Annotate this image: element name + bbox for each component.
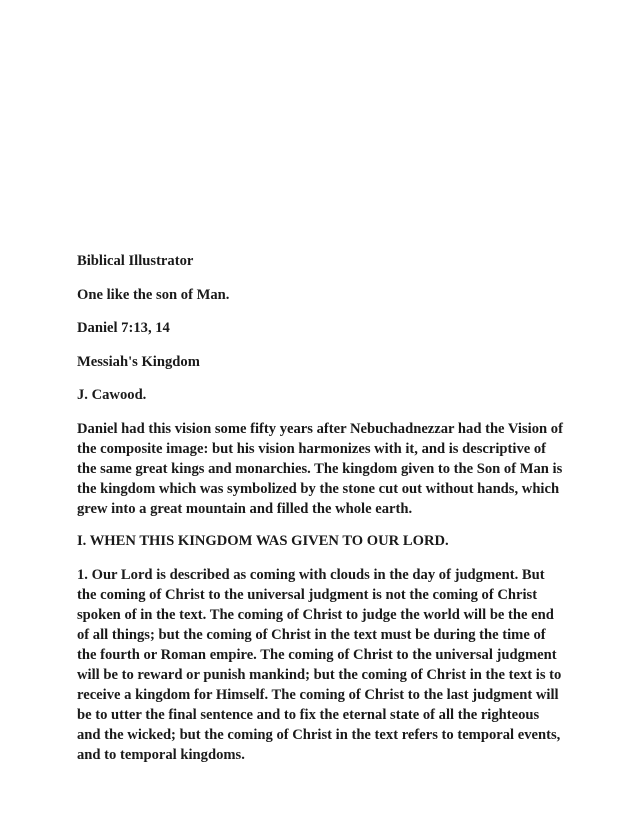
intro-paragraph: Daniel had this vision some fifty years after Nebuchadnezzar had the Vision of the composite image: but his vision harmonizes with it, and is descriptive of the same great kings and monarchies. The kingdom given to the Son of Man is the kingdom which was symbolized by the stone cut out without hands, which grew into a great mountain and filled the whole earth. [77,420,563,517]
text-title: One like the son of Man. [77,286,230,303]
document-body [77,251,577,777]
point-1-paragraph: 1. Our Lord is described as coming with clouds in the day of judgment. But the coming of Christ to the universal judgment is not the coming of Christ spoken of in the text. The coming of Christ to judge the world will be the end of all things; but the coming of Christ in the text must be during the time of the fourth or Roman empire. The coming of Christ to the universal judgment will be to reward or punish mankind; but the coming of Christ in the text is to receive a kingdom for Himself. The coming of Christ to the last judgment will be to utter the final sentence and to fix the eternal state of all the righteous and the wicked; but the coming of Christ in the text refers to temporal events, and to temporal kingdoms. [77,566,562,763]
scripture-reference: Daniel 7:13, 14 [77,320,170,336]
source-title: Biblical Illustrator [77,253,194,269]
section-heading: I. WHEN THIS KINGDOM WAS GIVEN TO OUR LORD. [77,533,449,549]
author-name: J. Cawood. [77,387,147,403]
sermon-title: Messiah's Kingdom [77,353,200,370]
